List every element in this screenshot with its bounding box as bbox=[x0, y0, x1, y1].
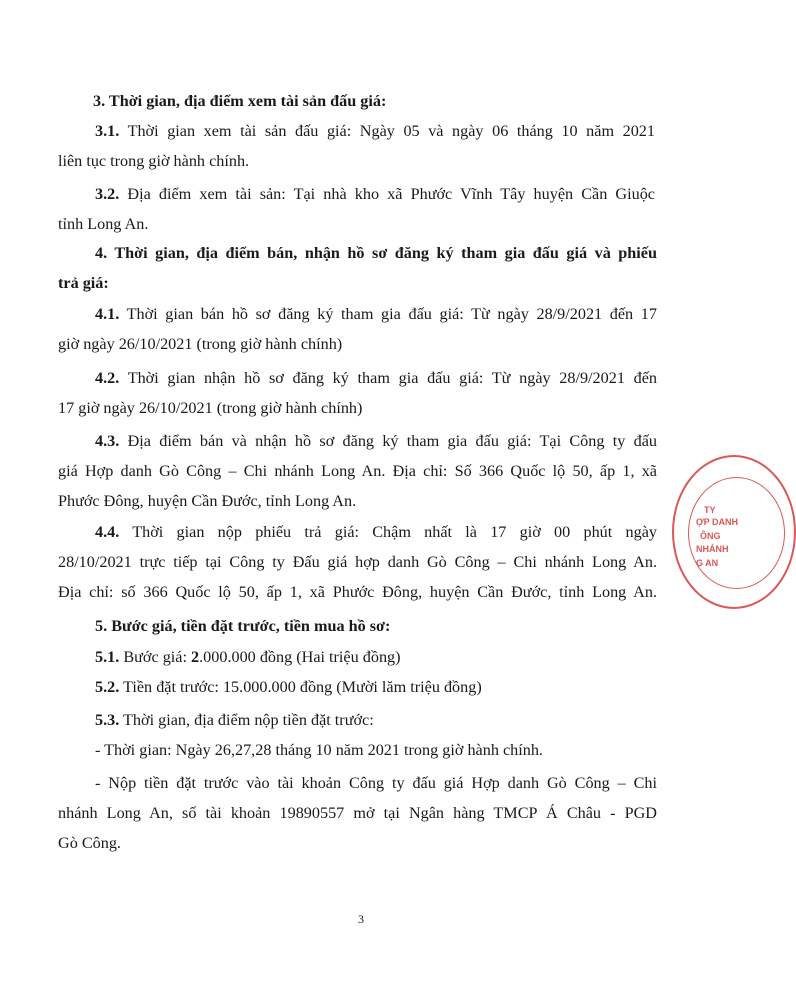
paragraph-3-2-line-2: tỉnh Long An. bbox=[58, 215, 149, 233]
section-4-heading-line-2: trả giá: bbox=[58, 274, 109, 292]
paragraph-3-1-line-2: liên tục trong giờ hành chính. bbox=[58, 152, 250, 170]
paragraph-4-2-line-1: 4.2. Thời gian nhận hồ sơ đăng ký tham gia đấu giá: Từ ngày 28/9/2021 đến bbox=[95, 369, 657, 387]
paragraph-4-4-line-2: 28/10/2021 trực tiếp tại Công ty Đấu giá hợp danh Gò Công – Chi nhánh Long An. bbox=[58, 553, 657, 571]
paragraph-4-4-line-3: Địa chỉ: số 366 Quốc lộ 50, ấp 1, xã Phước Đông, huyện Cần Đước, tỉnh Long An. bbox=[58, 583, 657, 601]
paragraph-4-1-line-1: 4.1. Thời gian bán hồ sơ đăng ký tham gia đấu giá: Từ ngày 28/9/2021 đến 17 bbox=[95, 305, 657, 323]
bullet-deposit-line-3: Gò Công. bbox=[58, 834, 121, 852]
paragraph-4-3-line-2: giá Hợp danh Gò Công – Chi nhánh Long An. Địa chỉ: Số 366 Quốc lộ 50, ấp 1, xã bbox=[58, 462, 657, 480]
paragraph-4-2-line-2: 17 giờ ngày 26/10/2021 (trong giờ hành chính) bbox=[58, 399, 363, 417]
bullet-deposit-line-2: nhánh Long An, số tài khoản 19890557 mở tại Ngân hàng TMCP Á Châu - PGD bbox=[58, 804, 657, 822]
paragraph-4-3-line-1: 4.3. Địa điểm bán và nhận hồ sơ đăng ký tham gia đấu giá: Tại Công ty đấu bbox=[95, 432, 657, 450]
paragraph-5-1: 5.1. Bước giá: 2.000.000 đồng (Hai triệu đồng) bbox=[95, 648, 401, 666]
company-stamp: TY ỢP DANH ÔNG NHÁNH G AN bbox=[672, 455, 796, 609]
paragraph-4-1-line-2: giờ ngày 26/10/2021 (trong giờ hành chính) bbox=[58, 335, 343, 353]
bullet-time: - Thời gian: Ngày 26,27,28 tháng 10 năm 2021 trong giờ hành chính. bbox=[95, 741, 543, 759]
paragraph-4-4-line-1: 4.4. Thời gian nộp phiếu trả giá: Chậm nhất là 17 giờ 00 phút ngày bbox=[95, 523, 657, 541]
paragraph-5-2: 5.2. Tiền đặt trước: 15.000.000 đồng (Mười lăm triệu đồng) bbox=[95, 678, 482, 696]
section-5-heading: 5. Bước giá, tiền đặt trước, tiền mua hồ sơ: bbox=[95, 617, 391, 635]
section-4-heading-line-1: 4. Thời gian, địa điểm bán, nhận hồ sơ đăng ký tham gia đấu giá và phiếu bbox=[95, 244, 657, 262]
paragraph-5-3: 5.3. Thời gian, địa điểm nộp tiền đặt trước: bbox=[95, 711, 374, 729]
bullet-deposit-line-1: - Nộp tiền đặt trước vào tài khoản Công ty đấu giá Hợp danh Gò Công – Chi bbox=[95, 774, 657, 792]
section-3-heading: 3. Thời gian, địa điểm xem tài sản đấu giá: bbox=[93, 92, 387, 110]
paragraph-4-3-line-3: Phước Đông, huyện Cần Đước, tỉnh Long An. bbox=[58, 492, 357, 510]
page-number: 3 bbox=[358, 912, 364, 926]
paragraph-3-2-line-1: 3.2. Địa điểm xem tài sản: Tại nhà kho xã Phước Vĩnh Tây huyện Cần Giuộc bbox=[95, 185, 655, 203]
paragraph-3-1-line-1: 3.1. Thời gian xem tài sản đấu giá: Ngày 05 và ngày 06 tháng 10 năm 2021 bbox=[95, 122, 655, 140]
